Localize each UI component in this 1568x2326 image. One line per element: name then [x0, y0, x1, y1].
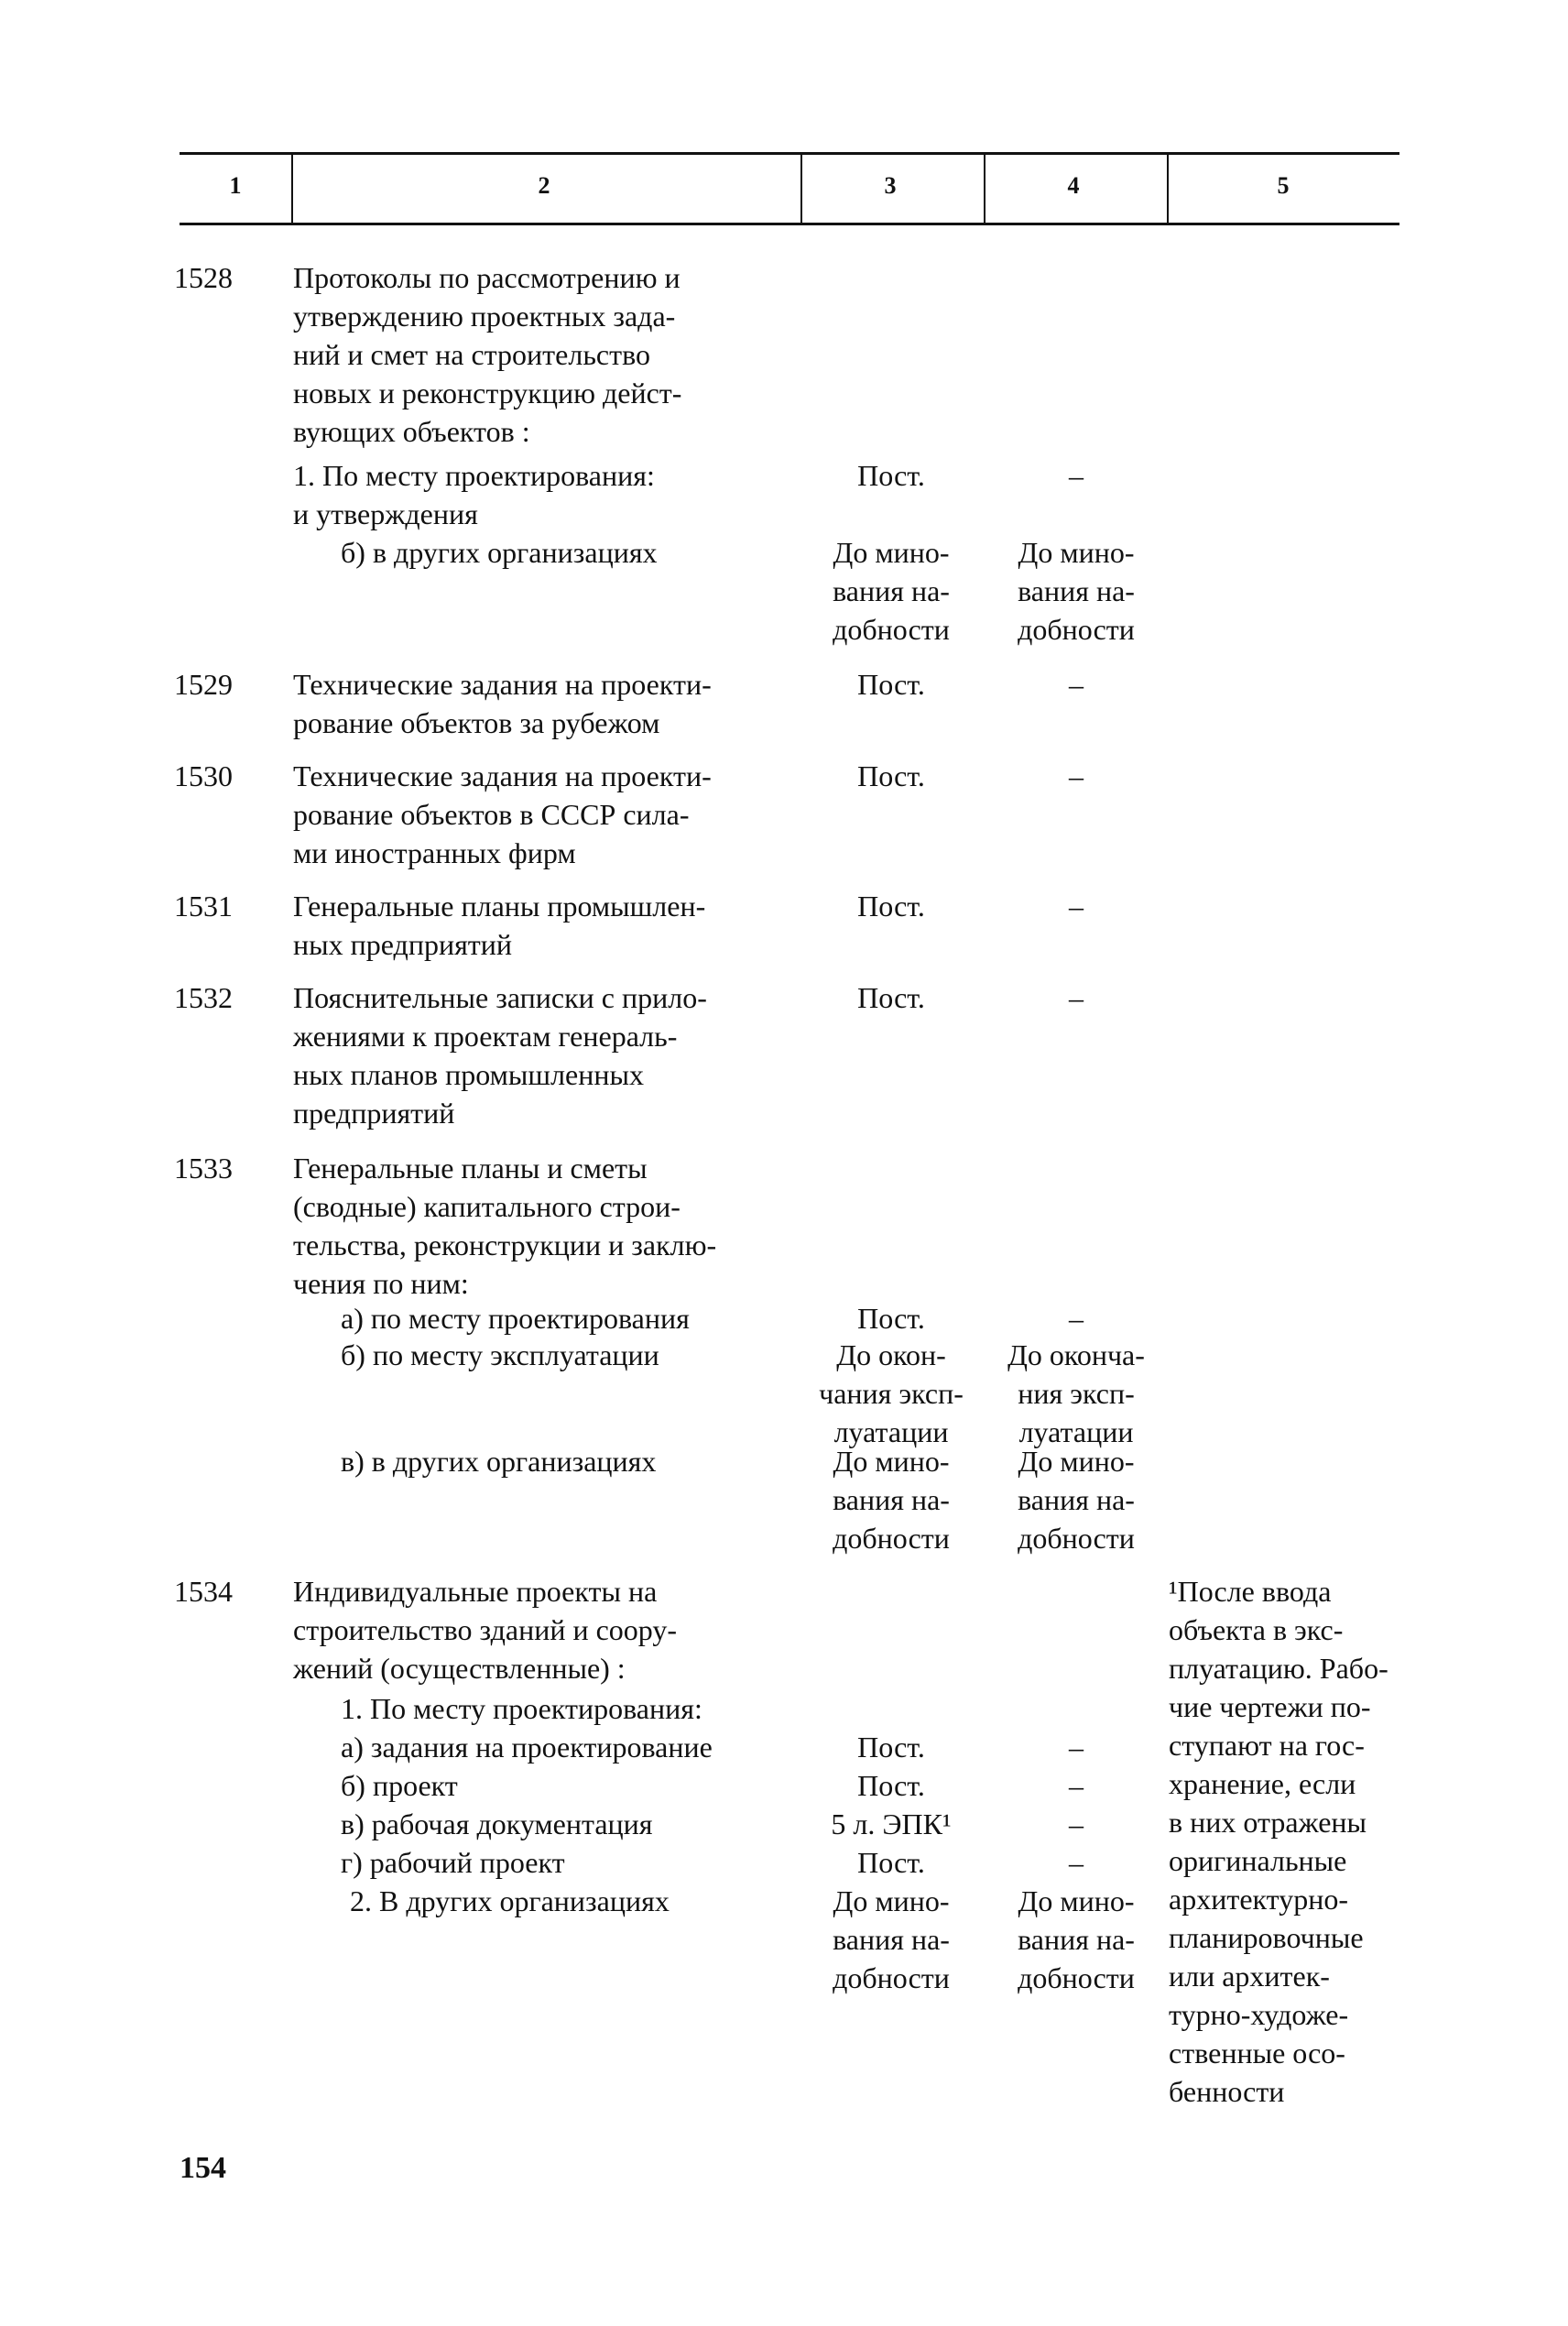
row-number: 1534 — [174, 1575, 233, 1608]
retention-period: Пост. — [857, 459, 925, 492]
retention-other: До мино- вания на- добности — [1018, 1445, 1135, 1555]
row-number: 1532 — [174, 981, 233, 1014]
retention-period: До мино- вания на- добности — [833, 1445, 950, 1555]
sub-item-label: г) рабочий проект — [341, 1846, 565, 1879]
header-col-4: 4 — [1067, 172, 1080, 199]
retention-other: – — [1069, 981, 1083, 1014]
retention-other: – — [1069, 759, 1083, 792]
retention-other: – — [1069, 1846, 1083, 1879]
retention-other: До мино- вания на- добности — [1018, 1884, 1135, 1994]
retention-other: – — [1069, 1302, 1083, 1335]
header-col-3: 3 — [884, 172, 897, 199]
footnote-note: ¹После ввода объекта в экс- плуатацию. Рабо- чие чертежи по- ступают на гос- хранение, если в них отражены оригинальные архитектурно- планировочные или архитек- турно-художе- ственные осо- бенности — [1169, 1575, 1388, 2108]
row-description: Протоколы по рассмотрению и утверждению проектных зада- ний и смет на строительство новых и реконструкцию дейст- вующих объектов : — [293, 261, 682, 448]
header-col-1: 1 — [229, 172, 242, 199]
row-description: Индивидуальные проекты на строительство зданий и соору- жений (осуществленные) : — [293, 1575, 678, 1685]
row-description: Пояснительные записки с прило- жениями к проектам генераль- ных планов промышленных предприятий — [293, 981, 707, 1130]
row-number: 1531 — [174, 890, 233, 923]
sub-item-label: а) по месту проектирования — [341, 1302, 690, 1335]
header-bottom-rule — [180, 223, 1399, 225]
retention-period: Пост. — [857, 981, 925, 1014]
sub-item-label: 2. В других организациях — [350, 1884, 670, 1917]
row-description: Генеральные планы промышлен- ных предприятий — [293, 890, 706, 961]
row-description: Генеральные планы и сметы (сводные) капитального строи- тельства, реконструкции и заклю- чения по ним: — [293, 1152, 717, 1300]
retention-period: До окон- чания эксп- луатации — [819, 1338, 964, 1448]
page-number: 154 — [180, 2151, 226, 2185]
retention-period: Пост. — [857, 668, 925, 701]
sub-item-label: б) по месту эксплуатации — [341, 1338, 659, 1371]
header-col-5: 5 — [1277, 172, 1290, 199]
row-description: Технические задания на проекти- рование объектов в СССР сила- ми иностранных фирм — [293, 759, 712, 869]
row-number: 1529 — [174, 668, 233, 701]
row-description: Технические задания на проекти- рование объектов за рубежом — [293, 668, 712, 739]
row-number: 1533 — [174, 1152, 233, 1185]
header-divider — [984, 154, 985, 224]
header-divider — [291, 154, 293, 224]
sub-item-label: 1. По месту проектирования: — [341, 1692, 702, 1725]
sub-item-label: б) в других организациях — [341, 536, 658, 569]
sub-item-label: б) проект — [341, 1769, 458, 1802]
retention-period: Пост. — [857, 1302, 925, 1335]
retention-period: Пост. — [857, 890, 925, 923]
retention-period: До мино- вания на- добности — [833, 536, 950, 646]
sub-item-label: в) в других организациях — [341, 1445, 657, 1478]
retention-other: До оконча- ния эксп- луатации — [1007, 1338, 1145, 1448]
retention-period: До мино- вания на- добности — [833, 1884, 950, 1994]
header-divider — [1167, 154, 1169, 224]
header-col-2: 2 — [538, 172, 550, 199]
header-divider — [800, 154, 802, 224]
sub-item-label: 1. По месту проектирования: и утверждения — [293, 459, 655, 530]
sub-item-label: в) рабочая документация — [341, 1807, 653, 1840]
row-number: 1528 — [174, 261, 233, 294]
retention-other: – — [1069, 1807, 1083, 1840]
retention-other: – — [1069, 459, 1083, 492]
retention-period: 5 л. ЭПК¹ — [831, 1807, 952, 1840]
retention-period: Пост. — [857, 1846, 925, 1879]
retention-other: – — [1069, 1769, 1083, 1802]
retention-period: Пост. — [857, 1769, 925, 1802]
row-number: 1530 — [174, 759, 233, 792]
sub-item-label: а) задания на проектирование — [341, 1731, 713, 1764]
header-top-rule — [180, 152, 1399, 155]
retention-other: – — [1069, 1731, 1083, 1764]
retention-period: Пост. — [857, 759, 925, 792]
retention-other: – — [1069, 890, 1083, 923]
retention-period: Пост. — [857, 1731, 925, 1764]
retention-other: До мино- вания на- добности — [1018, 536, 1135, 646]
retention-other: – — [1069, 668, 1083, 701]
